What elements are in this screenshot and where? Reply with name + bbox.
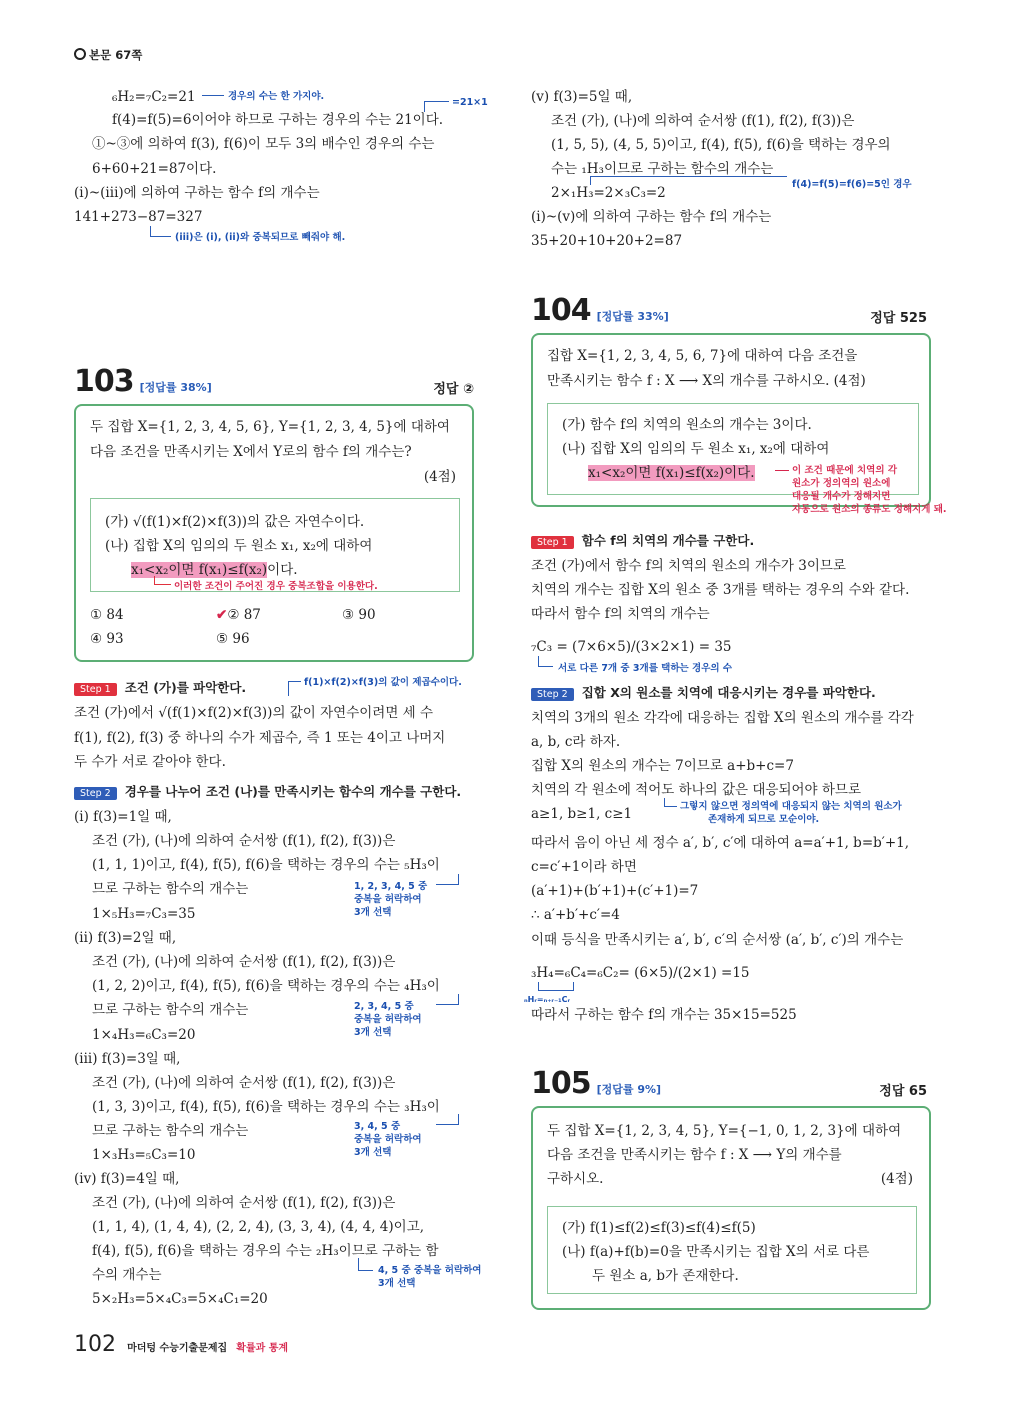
case-line: 5×₂H₃=5×₄C₃=5×₄C₁=20 — [92, 1291, 268, 1307]
step2-line: c=c′+1이라 하면 — [531, 859, 637, 875]
case-line: 1×₅H₃=₇C₃=35 — [92, 906, 196, 922]
step2-header — [531, 682, 876, 701]
top-left-line: f(4)=f(5)=6이어야 하므로 구하는 경우의 수는 21이다. — [112, 112, 444, 128]
step-tag: Step 1 — [531, 536, 574, 549]
case-line: 조건 (가), (나)에 의하여 순서쌍 (f(1), f(2), f(3))은 — [92, 1195, 396, 1211]
top-left-line: (i)~(iii)에 의하여 구하는 함수 f의 개수는 — [74, 185, 320, 201]
step2-note-line: 그렇지 않으면 정의역에 대응되지 않는 치역의 원소가 — [680, 801, 902, 812]
step2-note — [680, 800, 902, 826]
top-right-line: (v) f(3)=5일 때, — [531, 89, 633, 105]
case-note-line: 중복을 허락하여 — [354, 1134, 422, 1145]
case-line: 므로 구하는 함수의 개수는 — [92, 881, 249, 897]
problem-105-header — [531, 1066, 931, 1101]
step1-note: 서로 다른 7개 중 3개를 택하는 경우의 수 — [558, 663, 733, 674]
top-right-note: f(4)=f(5)=f(6)=5인 경우 — [792, 179, 912, 190]
question-line: 만족시키는 함수 f : X ⟶ X의 개수를 구하시오. (4점) — [547, 373, 866, 389]
arrow-icon — [436, 1114, 459, 1125]
step2-line: 치역의 각 원소에 적어도 하나의 값은 대응되어야 하므로 — [531, 782, 861, 798]
top-left-line: ₆H₂=₇C₂=21 — [112, 89, 196, 105]
arrow-icon — [436, 994, 459, 1005]
points: (4점) — [880, 1171, 913, 1187]
step1-formula: ₇C₃ = (7×6×5)/(3×2×1) = 35 — [531, 639, 732, 655]
step1-line: 조건 (가)에서 함수 f의 치역의 원소의 개수가 3이므로 — [531, 558, 846, 574]
step-tag: Step 2 — [74, 787, 117, 800]
condition-b-detail — [588, 464, 755, 482]
top-right-line: 조건 (가), (나)에 의하여 순서쌍 (f(1), f(2), f(3))은 — [551, 113, 855, 129]
condition-box — [90, 498, 460, 592]
top-right-line: 2×₁H₃=2×₃C₃=2 — [551, 185, 666, 201]
arrow-icon — [202, 95, 224, 96]
correct-rate: [정답률 33%] — [596, 310, 669, 323]
case-line: 조건 (가), (나)에 의하여 순서쌍 (f(1), f(2), f(3))은 — [92, 833, 396, 849]
case-line: 조건 (가), (나)에 의하여 순서쌍 (f(1), f(2), f(3))은 — [92, 1075, 396, 1091]
check-mark-icon: ✔ — [216, 607, 228, 623]
condition-a: (가) √(f(1)×f(2)×f(3))의 값은 자연수이다. — [105, 514, 365, 530]
arrow-icon — [150, 226, 171, 237]
top-left-note: (iii)은 (i), (ii)와 중복되므로 빼줘야 해. — [175, 232, 346, 243]
case-note-line: 3개 선택 — [354, 1027, 392, 1038]
step-tag: Step 2 — [531, 688, 574, 701]
final-line: 따라서 구하는 함수 f의 개수는 35×15=525 — [531, 1007, 797, 1023]
points: (4점) — [423, 469, 456, 485]
condition-note-line: 원소가 정의역의 원소에 — [792, 478, 891, 489]
case-line: 1×₄H₃=₆C₃=20 — [92, 1027, 196, 1043]
step1-note: f(1)×f(2)×f(3)의 값이 제곱수이다. — [304, 677, 462, 688]
formula-note: ₙHᵣ=ₙ₊ᵣ₋₁Cᵣ — [524, 995, 571, 1004]
question-line: 두 집합 X={1, 2, 3, 4, 5}, Y={−1, 0, 1, 2, 3}에 대하여 — [547, 1123, 902, 1139]
step2-line: 이때 등식을 만족시키는 a′, b′, c′의 순서쌍 (a′, b′, c′)의 개수는 — [531, 932, 904, 948]
step1-line: 따라서 함수 f의 치역의 개수는 — [531, 606, 710, 622]
choice-4[interactable]: ④ 93 — [90, 631, 124, 647]
arrow-icon — [590, 176, 787, 185]
answer-label: 정답 65 — [879, 1084, 927, 1099]
case-line: (1, 3, 3)이고, f(4), f(5), f(6)을 택하는 경우의 수는 ₃H₃이 — [92, 1099, 440, 1115]
correct-rate: [정답률 9%] — [596, 1083, 662, 1096]
top-left-line: ①~③에 의하여 f(3), f(6)이 모두 3의 배수인 경우의 수는 — [92, 136, 435, 152]
page-header — [74, 47, 142, 63]
correct-rate: [정답률 38%] — [139, 381, 212, 394]
choice-2[interactable] — [216, 606, 261, 624]
condition-a: (가) f(1)≤f(2)≤f(3)≤f(4)≤f(5) — [562, 1220, 756, 1236]
book-title: 마더텅 수능기출문제집 — [127, 1343, 228, 1354]
step2-header — [74, 781, 461, 800]
condition-b: (나) 집합 X의 임의의 두 원소 x₁, x₂에 대하여 — [562, 441, 830, 457]
top-right-line: 35+20+10+20+2=87 — [531, 233, 683, 249]
step2-note-line: 존재하게 되므로 모순이야. — [708, 814, 820, 825]
step2-line: 치역의 3개의 원소 각각에 대응하는 집합 X의 원소의 개수를 각각 — [531, 710, 914, 726]
step2-formula: ₃H₄=₆C₄=₆C₂= (6×5)/(2×1) =15 — [531, 965, 750, 981]
case-head: (iv) f(3)=4일 때, — [74, 1171, 180, 1187]
problem-number: 103 — [74, 364, 134, 399]
step-tag: Step 1 — [74, 683, 117, 696]
problem-104-header — [531, 293, 931, 328]
condition-a: (가) 함수 f의 치역의 원소의 개수는 3이다. — [562, 417, 812, 433]
highlighted-condition: x₁<x₂이면 f(x₁)≤f(x₂)이다. — [588, 465, 755, 481]
condition-note-line: 대응될 개수가 정해지면 — [792, 491, 891, 502]
case-line: (1, 1, 1)이고, f(4), f(5), f(6)을 택하는 경우의 수는 ₅H₃이 — [92, 857, 440, 873]
page-number: 102 — [74, 1332, 116, 1357]
arrow-icon — [538, 656, 553, 667]
arrow-icon — [154, 576, 171, 585]
top-left-note: 경우의 수는 한 가지야. — [228, 91, 325, 102]
case-note-line: 2, 3, 4, 5 중 — [354, 1001, 414, 1012]
page-footer — [74, 1332, 288, 1357]
header-label: 본문 67쪽 — [89, 48, 143, 62]
arrow-icon — [664, 798, 677, 807]
case-head: (ii) f(3)=2일 때, — [74, 930, 177, 946]
case-line: 조건 (가), (나)에 의하여 순서쌍 (f(1), f(2), f(3))은 — [92, 954, 396, 970]
case-note-line: 3개 선택 — [354, 907, 392, 918]
answer-label: 정답 ② — [433, 382, 474, 397]
case-line: (1, 1, 4), (1, 4, 4), (2, 2, 4), (3, 3, 4), (4, 4, 4)이고, — [92, 1219, 425, 1235]
step2-line: a, b, c라 하자. — [531, 734, 621, 750]
case-note-line: 3, 4, 5 중 — [354, 1121, 401, 1132]
condition-note — [792, 464, 947, 516]
condition-b: (나) 집합 X의 임의의 두 원소 x₁, x₂에 대하여 — [105, 538, 373, 554]
step1-line: f(1), f(2), f(3) 중 하나의 수가 제곱수, 즉 1 또는 4이고 나머지 — [74, 730, 446, 746]
step2-line: 집합 X의 원소의 개수는 7이므로 a+b+c=7 — [531, 758, 794, 774]
step-title: 경우를 나누어 조건 (나)를 만족시키는 함수의 개수를 구한다. — [124, 784, 462, 799]
problem-number: 105 — [531, 1066, 591, 1101]
case-note-line: 3개 선택 — [354, 1147, 392, 1158]
highlighted-condition: x₁<x₂이면 f(x₁)≤f(x₂) — [131, 562, 268, 578]
question-line: 다음 조건을 만족시키는 함수 f : X ⟶ Y의 개수를 — [547, 1147, 842, 1163]
top-right-line: 수는 ₁H₃이므로 구하는 함수의 개수는 — [551, 161, 774, 177]
step2-line: 따라서 음이 아닌 세 정수 a′, b′, c′에 대하여 a=a′+1, b=b′+1, — [531, 835, 910, 851]
condition-note: 이러한 조건이 주어진 경우 중복조합을 이용한다. — [174, 581, 378, 592]
problem-105-box — [531, 1106, 931, 1310]
case-line: 수의 개수는 — [92, 1267, 162, 1283]
case-note-line: 4, 5 중 중복을 허락하여 — [378, 1265, 482, 1276]
case-note — [354, 1000, 422, 1039]
step1-header — [74, 677, 246, 696]
choice-3[interactable]: ③ 90 — [342, 607, 376, 623]
condition-box — [547, 1206, 917, 1294]
case-head: (iii) f(3)=3일 때, — [74, 1051, 181, 1067]
case-note — [354, 1120, 422, 1159]
condition-note-line: 자동으로 원소의 종류도 정해지게 돼. — [792, 504, 947, 515]
arrow-icon — [436, 874, 459, 885]
circle-bullet-icon — [74, 48, 86, 60]
step-title: 조건 (가)를 파악한다. — [124, 680, 247, 695]
step-title: 집합 X의 원소를 치역에 대응시키는 경우를 파악한다. — [581, 685, 876, 700]
case-note-line: 1, 2, 3, 4, 5 중 — [354, 881, 428, 892]
case-head: (i) f(3)=1일 때, — [74, 809, 172, 825]
step1-line: 치역의 개수는 집합 X의 원소 중 3개를 택하는 경우의 수와 같다. — [531, 582, 910, 598]
problem-number: 104 — [531, 293, 591, 328]
arrow-icon — [775, 470, 789, 471]
top-left-note: =21×1 — [452, 97, 488, 108]
condition-note-line: 이 조건 때문에 치역의 각 — [792, 465, 897, 476]
top-right-line: (i)~(v)에 의하여 구하는 함수 f의 개수는 — [531, 209, 772, 225]
condition-b-detail: 두 원소 a, b가 존재한다. — [592, 1268, 739, 1284]
arrow-icon — [358, 1258, 373, 1271]
problem-103-box — [74, 404, 474, 662]
step1-line: 두 수가 서로 같아야 한다. — [74, 754, 226, 770]
question-line: 구하시오. — [547, 1171, 604, 1187]
arrow-icon — [538, 982, 574, 991]
step1-line: 조건 (가)에서 √(f(1)×f(2)×f(3))의 값이 자연수이려면 세 수 — [74, 705, 434, 721]
case-note-line: 중복을 허락하여 — [354, 1014, 422, 1025]
case-line: 1×₃H₃=₅C₃=10 — [92, 1147, 196, 1163]
question-line: 다음 조건을 만족시키는 X에서 Y로의 함수 f의 개수는? — [90, 444, 412, 460]
step2-line: (a′+1)+(b′+1)+(c′+1)=7 — [531, 883, 699, 899]
question-line: 집합 X={1, 2, 3, 4, 5, 6, 7}에 대하여 다음 조건을 — [547, 348, 858, 364]
case-line: (1, 2, 2)이고, f(4), f(5), f(6)을 택하는 경우의 수는 ₄H₃이 — [92, 978, 440, 994]
condition-tail: 이다. — [267, 562, 298, 578]
subject-label: 확률과 통계 — [236, 1343, 289, 1354]
condition-b: (나) f(a)+f(b)=0을 만족시키는 집합 X의 서로 다른 — [562, 1244, 870, 1260]
step-title: 함수 f의 치역의 개수를 구한다. — [581, 533, 755, 548]
problem-103-header — [74, 364, 474, 399]
top-left-line: 6+60+21=87이다. — [92, 161, 217, 177]
step2-line: ∴ a′+b′+c′=4 — [531, 907, 620, 923]
arrow-icon — [288, 681, 301, 696]
case-note — [354, 880, 427, 919]
question-line: 두 집합 X={1, 2, 3, 4, 5, 6}, Y={1, 2, 3, 4, 5}에 대하여 — [90, 419, 450, 435]
top-right-line: (1, 5, 5), (4, 5, 5)이고, f(4), f(5), f(6)을 택하는 경우의 — [551, 137, 891, 153]
case-line: 므로 구하는 함수의 개수는 — [92, 1123, 249, 1139]
choice-1[interactable]: ① 84 — [90, 607, 124, 623]
choice-5[interactable]: ⑤ 96 — [216, 631, 250, 647]
case-note — [378, 1264, 481, 1290]
answer-label: 정답 525 — [870, 311, 927, 326]
case-note-line: 3개 선택 — [378, 1278, 416, 1289]
case-note-line: 중복을 허락하여 — [354, 894, 422, 905]
choice-2-label: ② 87 — [227, 607, 261, 623]
top-left-line: 141+273−87=327 — [74, 209, 203, 225]
case-line: 므로 구하는 함수의 개수는 — [92, 1002, 249, 1018]
step1-header — [531, 530, 754, 549]
step2-line: a≥1, b≥1, c≥1 — [531, 806, 633, 822]
case-line: f(4), f(5), f(6)을 택하는 경우의 수는 ₂H₃이므로 구하는 함 — [92, 1243, 439, 1259]
